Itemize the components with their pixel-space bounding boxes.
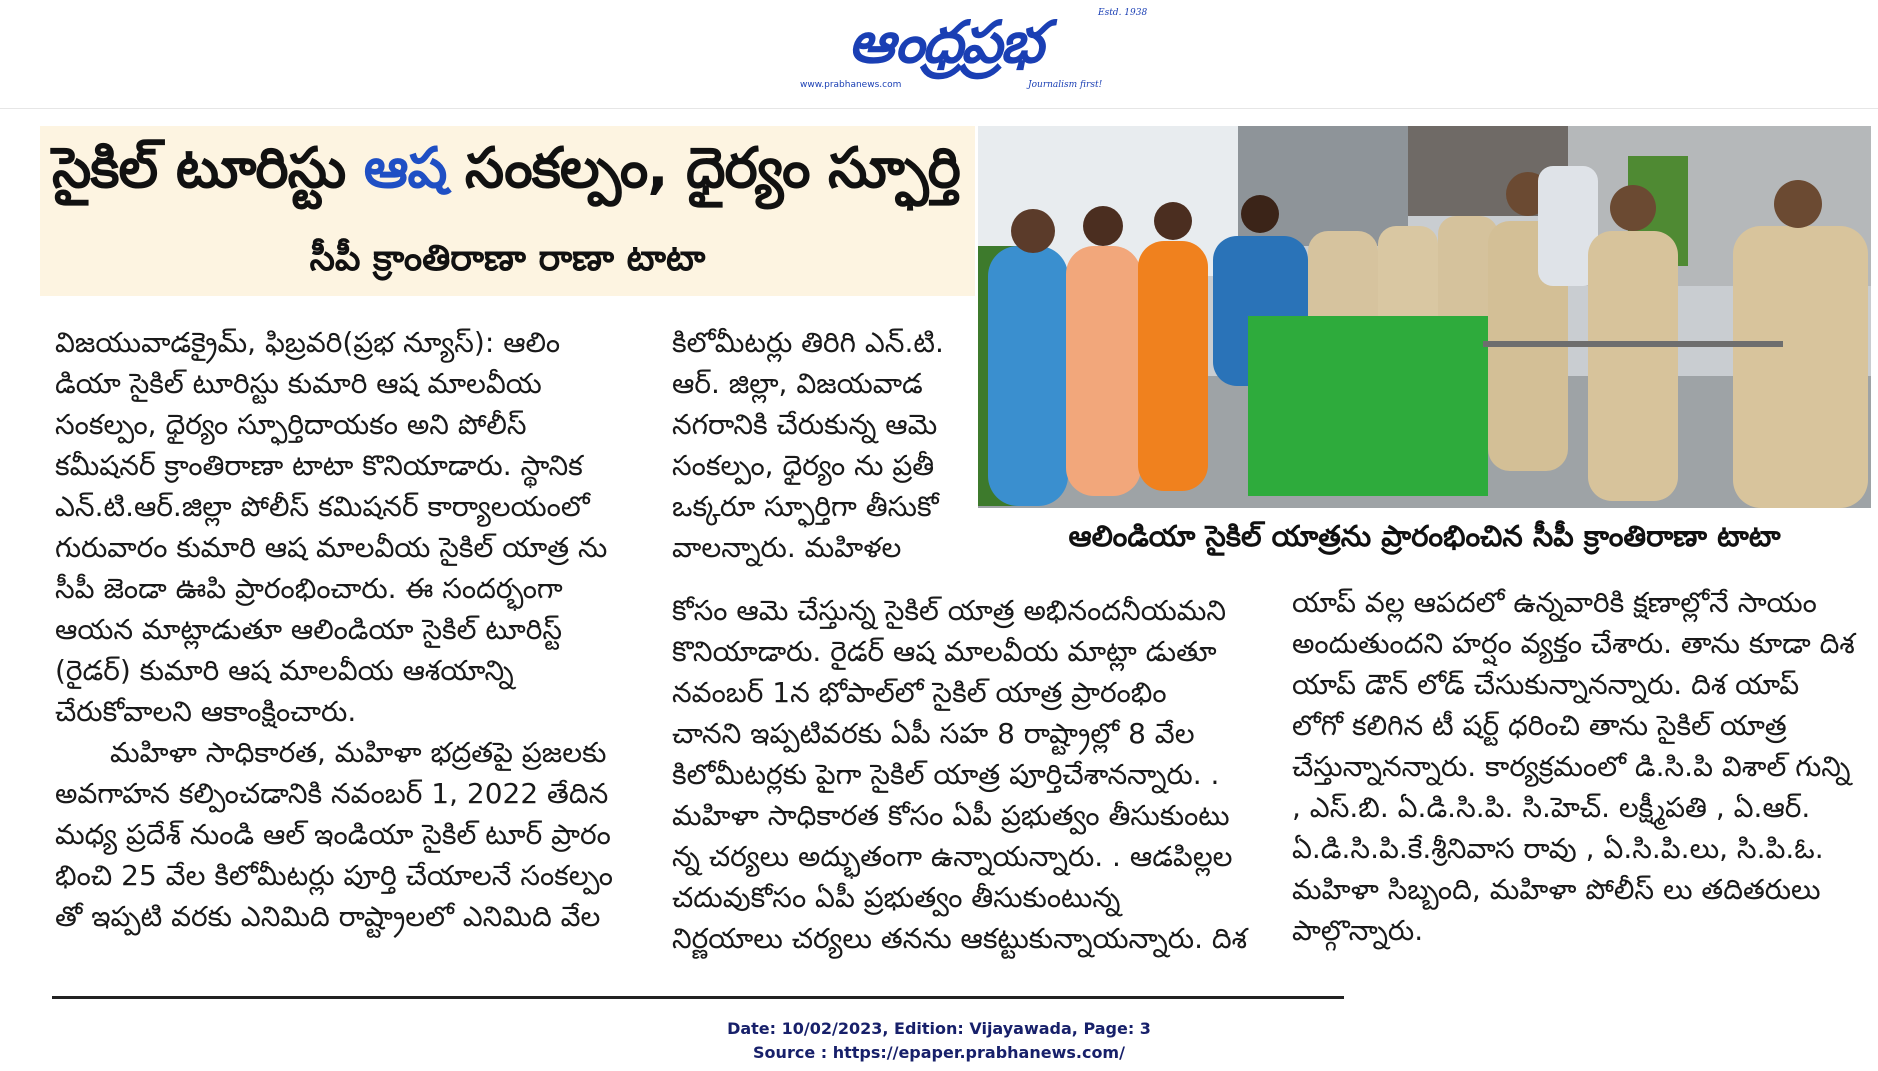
text-line: భించి 25 వేల కిలోమీటర్లు పూర్తి చేయాలనే సంకల్పం [55, 859, 613, 892]
subhead: సీపీ క్రాంతిరాణా రాణా టాటా [309, 238, 706, 279]
text-line: తో ఇప్పటి వరకు ఎనిమిది రాష్ట్రాలలో ఎనిమిది వేల [55, 900, 601, 933]
text-line: చేరుకోవాలని ఆకాంక్షించారు. [55, 695, 357, 728]
news-photo [978, 126, 1871, 508]
text-line: , ఎస్.బి. ఏ.డి.సి.పి. సి.హెచ్. లక్ష్మీపతి , ఏ.ఆర్. [1292, 791, 1811, 824]
text-line: నిర్ణయాలు చర్యలు తనను ఆకట్టుకున్నాయన్నారు. దిశ [672, 922, 1248, 955]
text-line: మహిళా సాధికారత కోసం ఏపీ ప్రభుత్వం తీసుకుంటు [672, 799, 1230, 832]
logo-tagline: Journalism first! [1028, 80, 1103, 90]
article-column-3 [1292, 582, 1867, 951]
text-line: సంకల్పం, ధైర్యం ను ప్రతీ [672, 449, 935, 482]
photo-caption: ఆలిండియా సైకిల్ యాత్రను ప్రారంభించిన సీపీ క్రాంతిరాణా టాటా [1068, 519, 1781, 553]
text-line: యాప్ డౌన్ లోడ్ చేసుకున్నానన్నారు. దిశ యాప్ [1292, 668, 1800, 701]
text-line: కోసం ఆమె చేస్తున్న సైకిల్ యాత్ర అభినందనీయమని [672, 594, 1226, 627]
text-line: చదువుకోసం ఏపీ ప్రభుత్వం తీసుకుంటున్న [672, 881, 1121, 914]
text-line: నగరానికి చేరుకున్న ఆమె [672, 408, 938, 441]
text-line: అందుతుందని హర్షం వ్యక్తం చేశారు. తాను కూడా దిశ [1292, 627, 1855, 660]
headline [52, 136, 972, 215]
text-line: మధ్య ప్రదేశ్ నుండి ఆల్ ఇండియా సైకిల్ టూర్ ప్రారం [55, 818, 611, 851]
text-line: ఆర్. జిల్లా, విజయవాడ [672, 367, 923, 400]
text-line: మహిళా సాధికారత, మహిళా భద్రతపై ప్రజలకు [110, 736, 607, 769]
photo-illustration [978, 126, 1871, 508]
text-line: (రైడర్) కుమారి ఆష మాలవీయ ఆశయాన్ని [55, 654, 514, 687]
text-line: అవగాహన కల్పించడానికి నవంబర్ 1, 2022 తేదిన [55, 777, 609, 810]
text-line: ఆయన మాట్లాడుతూ ఆలిండియా సైకిల్ టూరిస్ట్ [55, 613, 562, 646]
text-line: కిలోమీటర్లు తిరిగి ఎన్.టి. [672, 326, 944, 359]
text-line: పాల్గొన్నారు. [1292, 914, 1424, 947]
bottom-divider [52, 996, 1344, 999]
footer-date-edition: Date: 10/02/2023, Edition: Vijayawada, Page: 3 [727, 1019, 1151, 1038]
text-line: ఎన్.టి.ఆర్.జిల్లా పోలీస్ కమిషనర్ కార్యాలయంలో [55, 490, 590, 523]
newspaper-logo: ఆంధ్రప్రభ [848, 7, 1042, 76]
text-line: చానని ఇప్పటివరకు ఏపీ సహ 8 రాష్ట్రాల్లో 8 వేల [672, 717, 1195, 750]
logo-website: www.prabhanews.com [800, 80, 902, 90]
text-line: కిలోమీటర్లకు పైగా సైకిల్ యాత్ర పూర్తిచేశానన్నారు. . [672, 758, 1220, 791]
text-line: కొనియాడారు. రైడర్ ఆష మాలవీయ మాట్లా డుతూ [672, 635, 1217, 668]
text-line: ఒక్కరూ స్ఫూర్తిగా తీసుకో [672, 490, 939, 523]
logo-estd: Estd. 1938 [1098, 8, 1148, 18]
text-line: చేస్తున్నానన్నారు. కార్యక్రమంలో డి.సి.పి విశాల్ గున్ని [1292, 750, 1851, 783]
text-line: కమీషనర్ క్రాంతిరాణా టాటా కొనియాడారు. స్థానిక [55, 449, 583, 482]
headline-accent: ఆష [363, 136, 447, 201]
text-line: డియా సైకిల్ టూరిస్టు కుమారి ఆష మాలవీయ [55, 367, 542, 400]
text-line: విజయువాడక్రైమ్, ఫిబ్రవరి(ప్రభ న్యూస్): ఆలిం [55, 326, 561, 359]
text-line: సంకల్పం, ధైర్యం స్ఫూర్తిదాయకం అని పోలీస్ [55, 408, 527, 441]
text-line: లోగో కలిగిన టీ షర్ట్ ధరించి తాను సైకిల్ యాత్ర [1292, 709, 1787, 742]
masthead [0, 0, 1878, 110]
text-line: గురువారం కుమారి ఆష మాలవీయ సైకిల్ యాత్ర ను [55, 531, 608, 564]
article-column-2-top [672, 322, 962, 568]
headline-pre: సైకిల్ టూరిస్టు [52, 136, 364, 201]
text-line: వాలన్నారు. మహిళల [672, 531, 902, 564]
text-line: యాప్ వల్ల ఆపదలో ఉన్నవారికి క్షణాల్లోనే సాయం [1292, 586, 1817, 619]
text-line: మహిళా సిబ్బంది, మహిళా పోలీస్ లు తదితరులు [1292, 873, 1821, 906]
text-line: ఏ.డి.సి.పి.కే.శ్రీనివాస రావు , ఏ.సి.పి.లు, సి.పి.ఓ. [1292, 832, 1824, 865]
footer-source-link[interactable]: Source : https://epaper.prabhanews.com/ [753, 1043, 1125, 1062]
article-column-1 [55, 322, 625, 937]
text-line: నవంబర్ 1న భోపాల్‌లో సైకిల్ యాత్ర ప్రారంభిం [672, 676, 1167, 709]
article-column-2-bottom [672, 590, 1252, 959]
text-line: న్న చర్యలు అద్భుతంగా ఉన్నాయన్నారు. . ఆడపిల్లల [672, 840, 1233, 873]
top-divider [0, 108, 1878, 109]
text-line: సీపీ జెండా ఊపి ప్రారంభించారు. ఈ సందర్భంగా [55, 572, 563, 605]
headline-box [40, 126, 975, 296]
headline-post: సంకల్పం, ధైర్యం స్ఫూర్తి [446, 136, 960, 201]
